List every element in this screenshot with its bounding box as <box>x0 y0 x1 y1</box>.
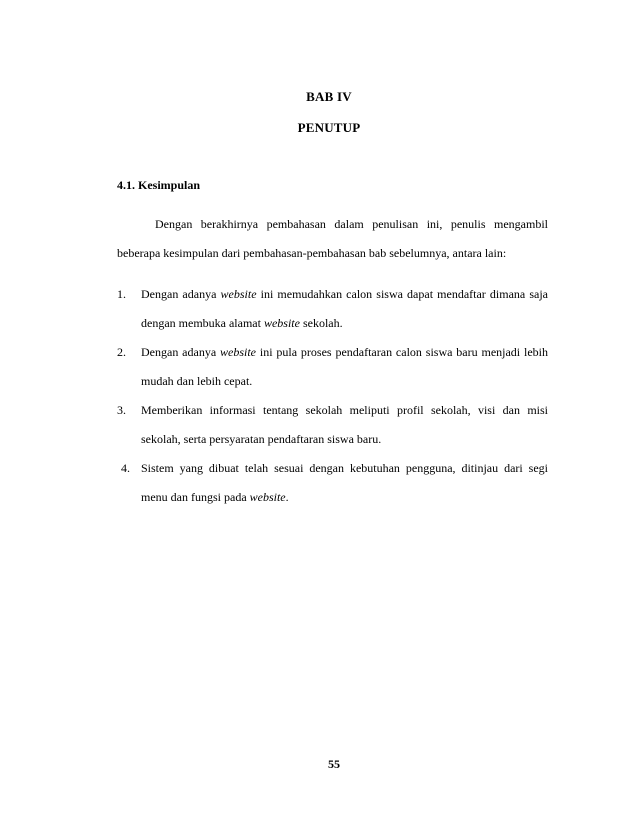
list-item <box>117 338 548 396</box>
page-number: 55 <box>328 757 340 771</box>
list-emphasis: website <box>220 287 257 301</box>
list-text: ini memudahkan calon siswa dapat mendaftar dimana saja dengan membuka alamat <box>141 287 548 330</box>
list-text: ini pula proses pendaftaran calon siswa baru menjadi lebih mudah dan lebih cepat. <box>141 345 548 388</box>
list-number: 1. <box>117 287 126 301</box>
list-emphasis: website <box>220 345 257 359</box>
list-number: 3. <box>117 403 126 417</box>
list-emphasis: website <box>249 490 286 504</box>
intro-paragraph: Dengan berakhirnya pembahasan dalam penulisan ini, penulis mengambil beberapa kesimpulan dari pembahasan-pembahasan bab sebelumnya, antara lain: <box>117 217 548 260</box>
chapter-number: BAB IV <box>306 89 352 104</box>
list-number: 4. <box>121 461 130 475</box>
list-text: sekolah. <box>299 316 343 330</box>
list-text: Dengan adanya <box>141 345 221 359</box>
chapter-title: PENUTUP <box>297 120 361 135</box>
list-item <box>117 454 548 512</box>
list-text: Sistem yang dibuat telah sesuai dengan kebutuhan pengguna, ditinjau dari segi menu dan fungsi pada <box>141 461 548 504</box>
list-number: 2. <box>117 345 126 359</box>
list-item <box>117 396 548 454</box>
list-text: Dengan adanya <box>141 287 221 301</box>
section-heading: 4.1. Kesimpulan <box>117 178 201 192</box>
list-emphasis: website <box>263 316 300 330</box>
conclusion-list <box>117 280 548 512</box>
list-text: Memberikan informasi tentang sekolah meliputi profil sekolah, visi dan misi sekolah, serta persyaratan pendaftaran siswa baru. <box>141 403 548 446</box>
list-text: . <box>285 490 289 504</box>
list-item <box>117 280 548 338</box>
